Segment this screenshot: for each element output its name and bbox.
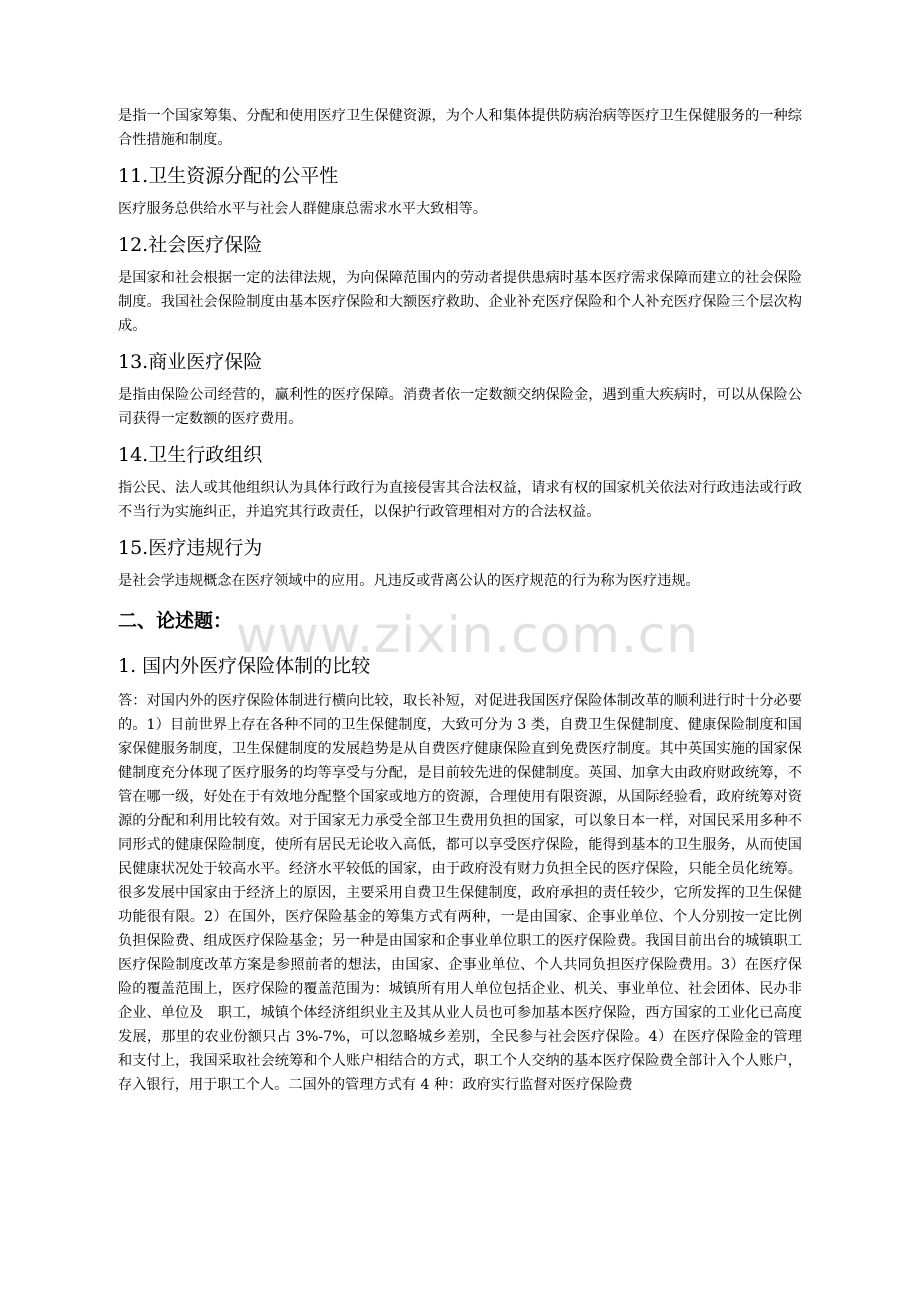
- term-heading-12: 12.社会医疗保险: [118, 234, 263, 256]
- term-definition-14: 指公民、法人或其他组织认为具体行政行为直接侵害其合法权益，请求有权的国家机关依法对行政违法或行政不当行为实施纠正，并追究其行政责任，以保护行政管理相对方的合法权益。: [118, 480, 802, 520]
- intro-paragraph: 是指一个国家筹集、分配和使用医疗卫生保健资源，为个人和集体提供防病治病等医疗卫生保健服务的一种综合性措施和制度。: [118, 108, 802, 148]
- watermark: www.zixin.com.cn: [236, 606, 700, 664]
- term-definition-13: 是指由保险公司经营的，赢利性的医疗保障。消费者依一定数额交纳保险金，遇到重大疾病时，可以从保险公司获得一定数额的医疗费用。: [118, 387, 802, 427]
- term-heading-14: 14.卫生行政组织: [118, 444, 263, 466]
- question-heading-1: 1. 国内外医疗保险体制的比较: [118, 655, 371, 677]
- document-page: [118, 104, 802, 1097]
- term-heading-13: 13.商业医疗保险: [118, 351, 263, 373]
- term-heading-11: 11.卫生资源分配的公平性: [118, 165, 339, 187]
- term-definition-11: 医疗服务总供给水平与社会人群健康总需求水平大致相等。: [118, 201, 487, 217]
- term-definition-12: 是国家和社会根据一定的法律法规，为向保障范围内的劳动者提供患病时基本医疗需求保障而建立的社会保险制度。我国社会保险制度由基本医疗保险和大额医疗救助、企业补充医疗保险和个人补充医疗保险三个层次构成。: [118, 270, 802, 334]
- term-heading-15: 15.医疗违规行为: [118, 537, 263, 559]
- term-definition-15: 是社会学违规概念在医疗领域中的应用。凡违反或背离公认的医疗规范的行为称为医疗违规。: [118, 573, 700, 589]
- question-answer-1: 答：对国内外的医疗保险体制进行横向比较，取长补短，对促进我国医疗保险体制改革的顺利进行时十分必要的。1）目前世界上存在各种不同的卫生保健制度，大致可分为 3 类，自费卫生保健制度、健康保险制度和国家保健服务制度，卫生保健制度的发展趋势是从自费医疗健康保险直到免费医疗制度。其中英国实施的国家保健制度充分体现了医疗服务的均等享受与分配，是目前较先进的保健制度。英国、加拿大由政府财政统筹，不管在哪一级，好处在于有效地分配整个国家或地方的资源，合理使用有限资源，从国际经验看，政府统筹对资源的分配和利用比较有效。对于国家无力承受全部卫生费用负担的国家，可以象日本一样，对国民采用多种不同形式的健康保险制度，使所有居民无论收入高低，都可以享受医疗保险，能得到基本的卫生服务，从而使国民健康状况处于较高水平。经济水平较低的国家，由于政府没有财力负担全民的医疗保险，只能全员化统筹。很多发展中国家由于经济上的原因，主要采用自费卫生保健制度，政府承担的责任较少，它所发挥的卫生保健功能很有限。2）在国外，医疗保险基金的筹集方式有两种，一是由国家、企事业单位、个人分别按一定比例负担保险费、组成医疗保险基金；另一种是由国家和企事业单位职工的医疗保险费。我国目前出台的城镇职工医疗保险制度改革方案是参照前者的想法，由国家、企事业单位、个人共同负担医疗保险费用。3）在医疗保险的覆盖范围上，医疗保险的覆盖范围为：城镇所有用人单位包括企业、机关、事业单位、社会团体、民办非企业、单位及 职工，城镇个体经济组织业主及其从业人员也可参加基本医疗保险，西方国家的工业化已高度发展，那里的农业份额只占 3%-7%，可以忽略城乡差别，全民参与社会医疗保险。4）在医疗保险金的管理和支付上，我国采取社会统筹和个人账户相结合的方式，职工个人交纳的基本医疗保险费全部计入个人账户，存入银行，用于职工个人。二国外的管理方式有 4 种：政府实行监督对医疗保险费: [118, 693, 802, 1093]
- section-heading-essay: 二、论述题：: [118, 610, 233, 632]
